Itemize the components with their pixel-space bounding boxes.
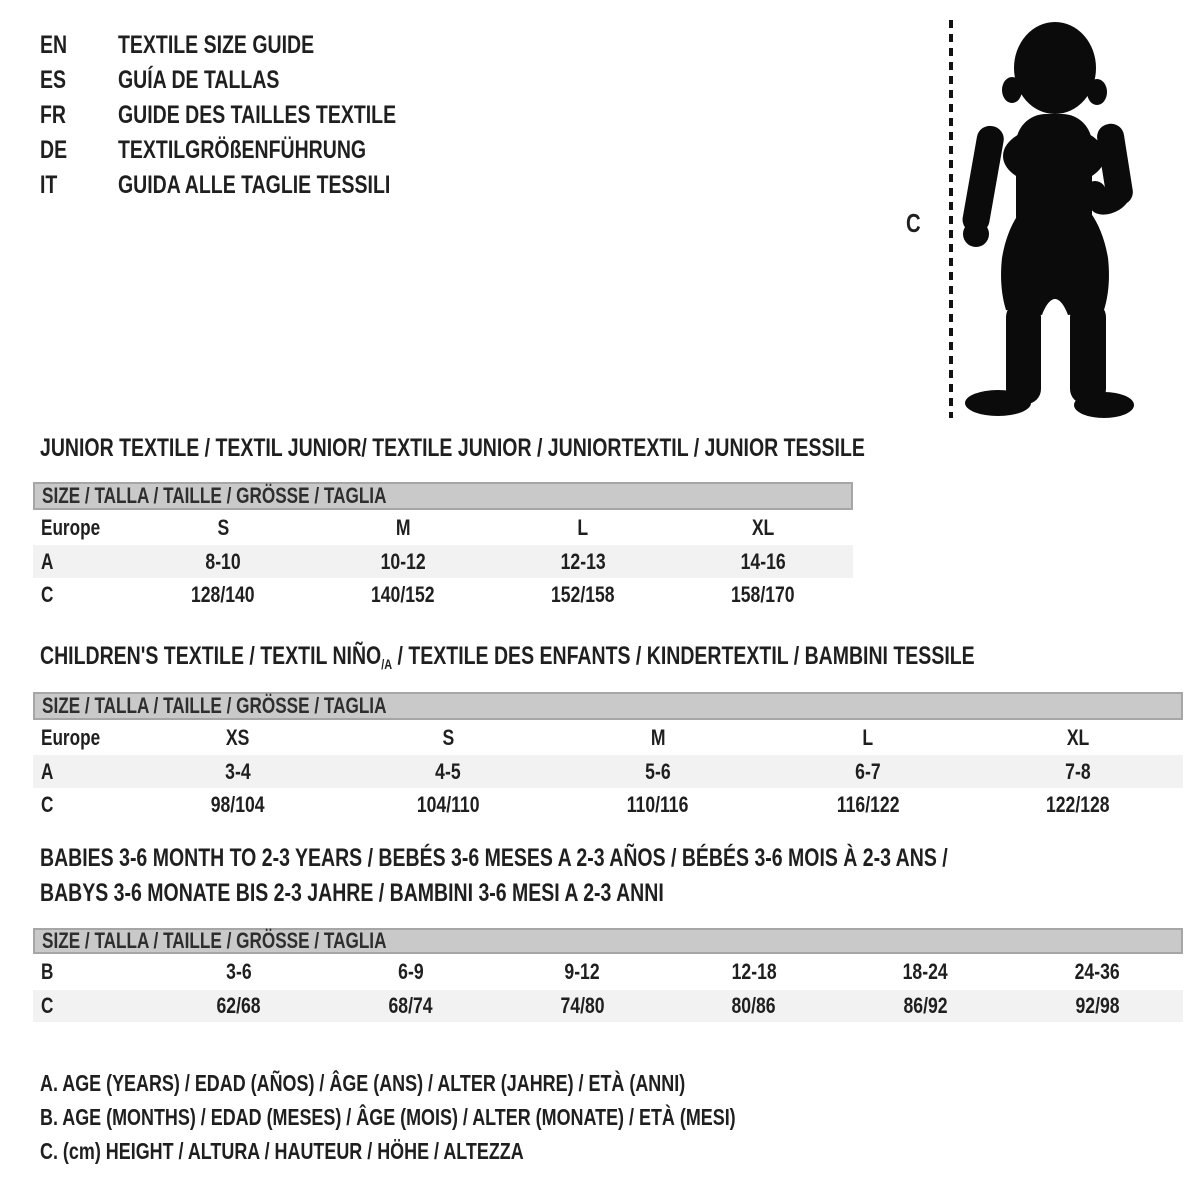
height-value: 110/116 xyxy=(627,792,689,817)
language-row-it xyxy=(40,168,475,203)
height-measure-dashed-line xyxy=(949,20,953,418)
babies-section-heading-line1: BABIES 3-6 MONTH TO 2-3 YEARS / BEBÉS 3-6 MESES A 2-3 AÑOS / BÉBÉS 3-6 MOIS À 2-3 ANS / xyxy=(40,844,948,872)
height-value: 122/128 xyxy=(1046,792,1110,817)
size-col-s: S xyxy=(217,514,229,540)
language-row-fr xyxy=(40,98,475,133)
size-col-m: M xyxy=(395,514,411,540)
size-header-label: SIZE / TALLA / TAILLE / GRÖSSE / TAGLIA xyxy=(42,928,387,953)
age-value: 5-6 xyxy=(645,758,671,784)
babies-size-header-bar xyxy=(33,928,1183,954)
junior-height-row xyxy=(33,578,853,612)
age-value: 12-13 xyxy=(560,548,606,574)
height-value: 158/170 xyxy=(731,582,795,607)
guide-title-de: TEXTILGRÖßENFÜHRUNG xyxy=(118,136,367,164)
age-value: 3-4 xyxy=(225,758,251,784)
guide-title-en: TEXTILE SIZE GUIDE xyxy=(118,31,315,59)
language-code: EN xyxy=(40,31,68,59)
size-col-s: S xyxy=(442,724,454,750)
babies-section-heading-line2: BABYS 3-6 MONATE BIS 2-3 JAHRE / BAMBINI 3-6 MESI A 2-3 ANNI xyxy=(40,879,664,907)
babies-height-row xyxy=(33,990,1183,1022)
height-value: 116/122 xyxy=(836,792,900,817)
language-title-list xyxy=(40,28,475,203)
nino-a-subscript: /A xyxy=(381,656,393,672)
age-value: 8-10 xyxy=(205,548,241,574)
size-header-label: SIZE / TALLA / TAILLE / GRÖSSE / TAGLIA xyxy=(42,693,387,718)
height-value: 128/140 xyxy=(191,582,255,607)
region-label: Europe xyxy=(41,514,101,540)
babies-months-row xyxy=(33,954,1183,990)
months-value: 9-12 xyxy=(564,959,600,984)
size-header-label: SIZE / TALLA / TAILLE / GRÖSSE / TAGLIA xyxy=(42,483,387,508)
size-col-l: L xyxy=(862,724,874,750)
age-value: 10-12 xyxy=(380,548,426,574)
measurement-legend xyxy=(40,1066,932,1168)
height-value: 140/152 xyxy=(371,582,435,607)
guide-title-fr: GUIDE DES TAILLES TEXTILE xyxy=(118,101,397,129)
junior-columns-row xyxy=(33,510,853,545)
row-key-b: B xyxy=(41,959,54,984)
age-value: 4-5 xyxy=(435,758,461,784)
children-age-row xyxy=(33,755,1183,788)
junior-size-table xyxy=(33,482,853,612)
language-row-de xyxy=(40,133,475,168)
age-value: 7-8 xyxy=(1065,758,1091,784)
months-value: 18-24 xyxy=(902,959,948,984)
children-size-table xyxy=(33,692,1183,822)
babies-size-table xyxy=(33,928,1183,1022)
height-value: 86/92 xyxy=(903,993,948,1018)
height-value: 80/86 xyxy=(731,993,776,1018)
children-size-header-bar xyxy=(33,692,1183,720)
row-key-c: C xyxy=(41,582,54,607)
height-value: 104/110 xyxy=(416,792,480,817)
junior-section-heading: JUNIOR TEXTILE / TEXTIL JUNIOR/ TEXTILE JUNIOR / JUNIORTEXTIL / JUNIOR TESSILE xyxy=(40,434,865,462)
age-value: 6-7 xyxy=(855,758,881,784)
legend-age-months: B. AGE (MONTHS) / EDAD (MESES) / ÂGE (MOIS) / ALTER (MONATE) / ETÀ (MESI) xyxy=(40,1103,736,1130)
height-value: 74/80 xyxy=(560,993,605,1018)
row-key-a: A xyxy=(41,758,54,784)
children-section-heading: CHILDREN'S TEXTILE / TEXTIL $NIÑO_{/A}$ / TEXTILE DES ENFANTS / KINDERTEXTIL / BAMBINI TESSILE xyxy=(40,642,975,672)
guide-title-es: GUÍA DE TALLAS xyxy=(118,66,280,94)
height-value: 98/104 xyxy=(211,792,265,817)
row-key-a: A xyxy=(41,548,54,574)
months-value: 6-9 xyxy=(397,959,424,984)
language-row-en xyxy=(40,28,475,63)
guide-title-it: GUIDA ALLE TAGLIE TESSILI xyxy=(118,171,391,199)
height-value: 152/158 xyxy=(551,582,615,607)
size-col-l: L xyxy=(577,514,589,540)
size-col-xl: XL xyxy=(751,514,775,540)
row-key-c: C xyxy=(41,993,54,1018)
language-code: IT xyxy=(40,171,58,199)
height-value: 68/74 xyxy=(388,993,433,1018)
language-row-es xyxy=(40,63,475,98)
size-col-xl: XL xyxy=(1066,724,1090,750)
language-code: FR xyxy=(40,101,66,129)
legend-height-cm: C. (cm) HEIGHT / ALTURA / HAUTEUR / HÖHE / ALTEZZA xyxy=(40,1137,524,1164)
height-value: 62/68 xyxy=(216,993,261,1018)
children-height-row xyxy=(33,788,1183,822)
months-value: 3-6 xyxy=(226,959,252,984)
age-value: 14-16 xyxy=(740,548,786,574)
months-value: 24-36 xyxy=(1074,959,1120,984)
language-code: ES xyxy=(40,66,67,94)
height-measure-label: C xyxy=(906,208,921,238)
region-label: Europe xyxy=(41,724,101,750)
months-value: 12-18 xyxy=(731,959,777,984)
toddler-silhouette-icon xyxy=(958,14,1140,420)
junior-age-row xyxy=(33,545,853,578)
children-columns-row xyxy=(33,720,1183,755)
language-code: DE xyxy=(40,136,68,164)
size-col-xs: XS xyxy=(226,724,250,750)
size-col-m: M xyxy=(650,724,666,750)
height-value: 92/98 xyxy=(1075,993,1120,1018)
legend-age-years: A. AGE (YEARS) / EDAD (AÑOS) / ÂGE (ANS) / ALTER (JAHRE) / ETÀ (ANNI) xyxy=(40,1069,686,1096)
junior-size-header-bar xyxy=(33,482,853,510)
row-key-c: C xyxy=(41,792,54,817)
